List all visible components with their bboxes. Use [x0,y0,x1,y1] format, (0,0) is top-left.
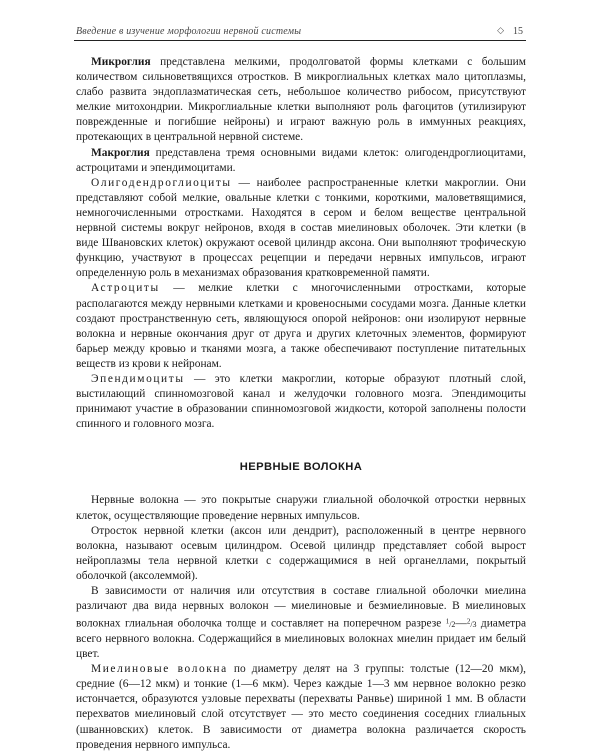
term-astrocytes: Астроциты [91,282,160,295]
paragraph-text: — наиболее распространенные клетки макроглии. Они представляют собой мелкие, овальные клетки с тонкими, короткими, маловетвящимися, немногочисленными отростками. Находятся в сером и белом веществе центральной нервной системы вокруг нейронов, входя в состав миелиновых оболочек. Эти клетки (в виде Швановских клеток) окружают осевой цилиндр аксона. Они выполняют трофическую функцию, участвуют в процессах рецепции и передачи нервных импульсов, играют определенную роль в механизмах образования кратковременной памяти. [76,176,526,280]
paragraph-text: — это клетки макроглии, которые образуют плотный слой, выстилающий спинномозговой канал и желудочки головного мозга. Эпендимоциты принимают участие в образовании спинномозговой жидкости, которой заполнены полости спинного и головного мозга. [76,372,526,431]
fraction-separator: — [455,617,467,630]
paragraph-text: представлена тремя основными видами клеток: олигодендроглиоцитами, астроцитами и эпендимоцитами. [76,146,526,174]
paragraph-text: — мелкие клетки с многочисленными отростками, которые располагаются между нервными клетками и кровеносными сосудами мозга. Данные клетки создают пространственную сеть, являющуюся опорой нейронов: они изолируют нервные волокна и нервные окончания друг от друга и других клеточных элементов, формируют барьер между кровью и тканями мозга, а также обеспечивают поступление питательных веществ из крови к нейронам. [76,282,526,370]
fraction-numerator: 1 [445,617,450,626]
fraction-two-thirds [466,617,477,629]
fraction-half [445,617,456,629]
paragraph-text: представлена мелкими, продолговатой формы клетками с большим количеством сильноветвящихся отростков. В микроглиальных клетках мало цитоплазмы, слабо развита эндоплазматическая сеть, небольшое количество рибосом, присутствуют мелкие митохондрии. Микроглиальные клетки выполняют роль фагоцитов (утилизируют поврежденные и погибшие нейроны) и играют важную роль в иммунных реакциях, протекающих в центральной нервной системе. [76,56,526,144]
term-oligodendrocytes: Олигодендроглиоциты [91,176,232,189]
paragraph-microglia [76,55,526,146]
fraction-denominator: /2 [449,619,456,629]
term-microglia: Микроглия [91,56,151,68]
paragraph-nerve-fibers: Нервные волокна — это покрытые снаружи глиальной оболочкой отростки нервных клеток, осуществляющие проведение нервных импульсов. [76,494,526,522]
paragraph-oligodendrocytes [76,176,526,282]
paragraph-astrocytes [76,281,526,372]
term-ependymocytes: Эпендимоциты [91,372,185,385]
running-header-title: Введение в изучение морфологии нервной системы [76,26,302,37]
diamond-icon: ◇ [497,25,504,35]
paragraph-text: по диаметру делят на 3 группы: толстые (12—20 мкм), средние (6—12 мкм) и тонкие (1—6 мкм). Через каждые 1—3 мм нервное волокно резко истончается, образуются узловые перехваты (перехваты Ранвье) шириной 1 мм. В области перехватов миелиновый слой отсутствует — это место соединения соседних глиальных (шванновских) клеток. В зависимости от диаметра волокна различается скорость проведения нервного импульса. [76,663,526,751]
page-number: 15 [513,26,523,37]
paragraph-axis-cylinder: Отросток нервной клетки (аксон или дендрит), расположенный в центре нервного волокна, называют осевым цилиндром. Осевой цилиндр представляет собой вырост нейроплазмы тела нервной клетки с содержащимися в ней органеллами, покрытый оболочкой (аксолеммой). [76,524,526,582]
term-myelinated-fibers: Миелиновые волокна [91,663,228,676]
paragraph-macroglia [76,146,526,176]
paragraph-text: В зависимости от наличия или отсутствия в составе глиальной оболочки миелина различают два вида нервных волокон — миелиновые и безмиелиновые. В миелиновых волокнах глиальная оболочка толще и составляет на поперечном разрезе [76,585,526,630]
fraction-denominator: /3 [470,619,477,629]
term-macroglia: Макроглия [91,146,150,159]
paragraph-ependymocytes [76,372,526,432]
fraction-numerator: 2 [466,617,471,626]
header-divider [74,40,526,41]
section-heading: НЕРВНЫЕ ВОЛОКНА [239,461,363,474]
paragraph-myelin [76,584,526,662]
paragraph-text: диаметра всего нервного волокна. Содержащийся в миелиновых волокнах миелин придает им белый цвет. [76,617,526,661]
page-body [76,55,526,753]
paragraph-myelinated-fibers [76,662,526,753]
